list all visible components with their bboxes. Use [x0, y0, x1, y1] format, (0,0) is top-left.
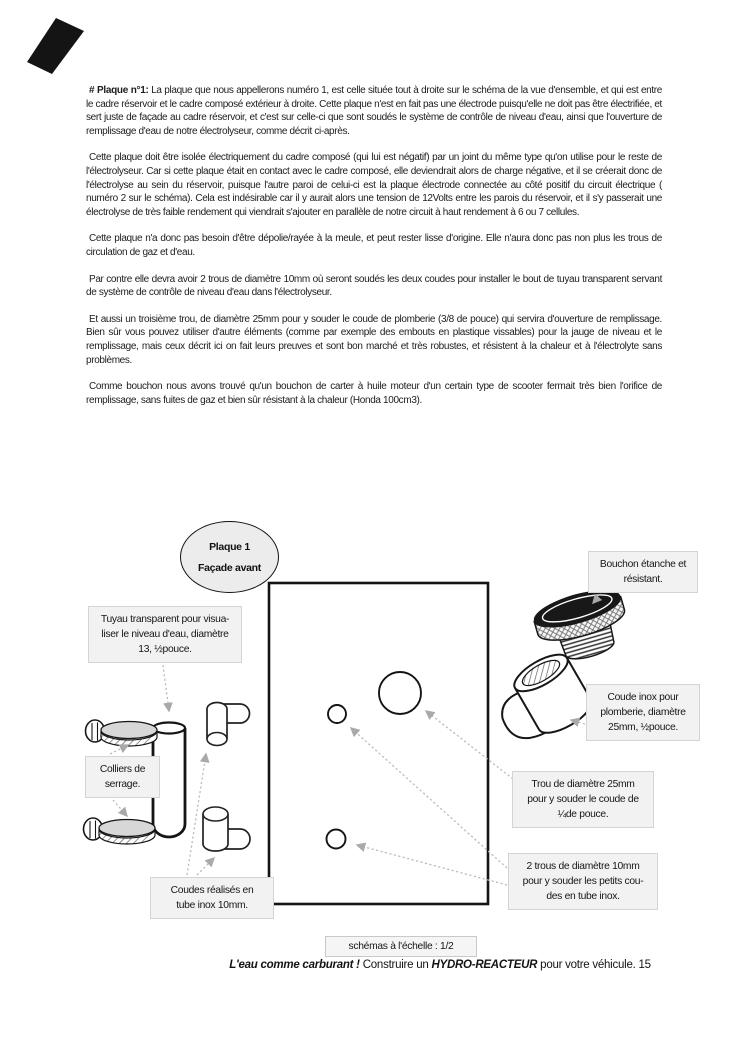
- footer-brand: HYDRO-REACTEUR: [431, 959, 538, 971]
- callout-inox-elbows: Coudes réalisés en tube inox 10mm.: [150, 877, 274, 919]
- footer-mid-text: Construire un: [362, 959, 429, 971]
- arrow-tuyau: [163, 665, 169, 711]
- paragraph-3: Cette plaque n'a donc pas besoin d'être dépolie/rayée à la meule, et peut rester lisse d'origine. Elle n'aura donc pas non plus les trous de circulation de gaz et d'eau.: [86, 233, 662, 258]
- arrow-coudes-bottom: [197, 858, 214, 875]
- hole-10mm-top: [328, 705, 346, 723]
- page-number: 15: [638, 959, 651, 971]
- plate-front-face: [269, 583, 488, 904]
- plumbing-elbow-drawing: [486, 648, 597, 754]
- page-footer: [145, 959, 735, 971]
- callout-plumbing-elbow: Coude inox pour plomberie, diamètre 25mm, ½pouce.: [586, 684, 700, 741]
- callout-transparent-tube: Tuyau transparent pour visua- liser le niveau d'eau, diamètre 13, ½pouce.: [88, 606, 242, 663]
- callout-sealing-cap: Bouchon étanche et résistant.: [588, 551, 698, 593]
- callout-hole-25mm: Trou de diamètre 25mm pour y souder le coude de ¼de pouce.: [512, 771, 654, 828]
- hole-25mm: [379, 672, 421, 714]
- cap-drawing: [530, 583, 634, 669]
- paragraph-1-lead: # Plaque n°1:: [89, 85, 149, 96]
- scan-corner-mark: [27, 18, 84, 74]
- plate-badge-subtitle: Façade avant: [198, 561, 261, 574]
- hole-10mm-bottom: [327, 830, 346, 849]
- paragraph-5: Et aussi un troisième trou, de diamètre 25mm pour y souder le coude de plomberie (3/8 de pouce) qui servira d'ouverture de remplissage. Bien sûr vous pouvez utiliser d'autre éléments (comme par exemple des embouts en plastique vissables) pour la jauge de niveau et le remplissage, mais ceux décrit ici on fait leurs preuves et sont bon marché et très robustes, et résistent à la chaleur et à l'électrolyte sans problèmes.: [86, 313, 662, 366]
- arrow-colliers-bottom: [113, 800, 127, 816]
- small-elbow-bottom-drawing: [203, 807, 250, 851]
- small-elbow-top-drawing: [207, 703, 250, 746]
- clamp-top-drawing: [86, 720, 158, 746]
- paragraph-1: # Plaque n°1: La plaque que nous appellerons numéro 1, est celle située tout à droite sur le schéma de la vue d'ensemble, et qui est entre le cadre réservoir et le cadre composé extérieur à droite. Cette plaque n'est en fait pas une électrode puisqu'elle ne doit pas être électrifiée, et sert juste de façade au cadre réservoir, et c'est sur celle-ci que sont soudés le système de contrôle de niveau d'eau, ainsi que l'ouverture de remplissage d'eau de notre électrolyseur, comme décrit ci-après.: [86, 85, 662, 137]
- callout-holes-10mm: 2 trous de diamètre 10mm pour y souder les petits cou- des en tube inox.: [508, 853, 658, 910]
- footer-series-title: L'eau comme carburant !: [229, 959, 360, 971]
- clamp-bottom-drawing: [84, 818, 156, 844]
- footer-tail-text: pour votre véhicule.: [540, 959, 636, 971]
- paragraph-2: Cette plaque doit être isolée électriquement du cadre composé (qui lui est négatif) par un joint du même type qu'on utilise pour le reste de l'électrolyseur. Car si cette plaque était en contact avec le cadre composé, elle deviendrait alors de charge négative, et il se créerait donc de l'électrolyse au sein du réservoir, puisque l'autre paroi de celui-ci est la plaque électrode connectée au côté positif du circuit électrique ( numéro 2 sur le schéma). Cela est indésirable car il y aurait alors une tension de 12Volts entre les parois du réservoir, et il s'y passerait une électrolyse de très faible rendement qui viendrait s'ajouter en parallèle de notre circuit à haut rendement à 6 ou 7 cellules.: [86, 152, 662, 218]
- paragraph-6: Comme bouchon nous avons trouvé qu'un bouchon de carter à huile moteur d'un certain type de scooter fermait très bien l'orifice de remplissage, sans fuites de gaz et bien sûr résistant à la chaleur (Honda 100cm3).: [86, 381, 662, 406]
- callout-hose-clamps: Colliers de serrage.: [85, 756, 160, 798]
- paragraph-4: Par contre elle devra avoir 2 trous de diamètre 10mm où seront soudés les deux coudes pour installer le bout de tuyau transparent servant de système de contrôle de niveau d'eau dans l'électrolyseur.: [86, 273, 662, 299]
- scale-note: schémas à l'échelle : 1/2: [325, 936, 477, 957]
- plate-badge-title: Plaque 1: [209, 540, 250, 553]
- plate-badge: [180, 521, 279, 593]
